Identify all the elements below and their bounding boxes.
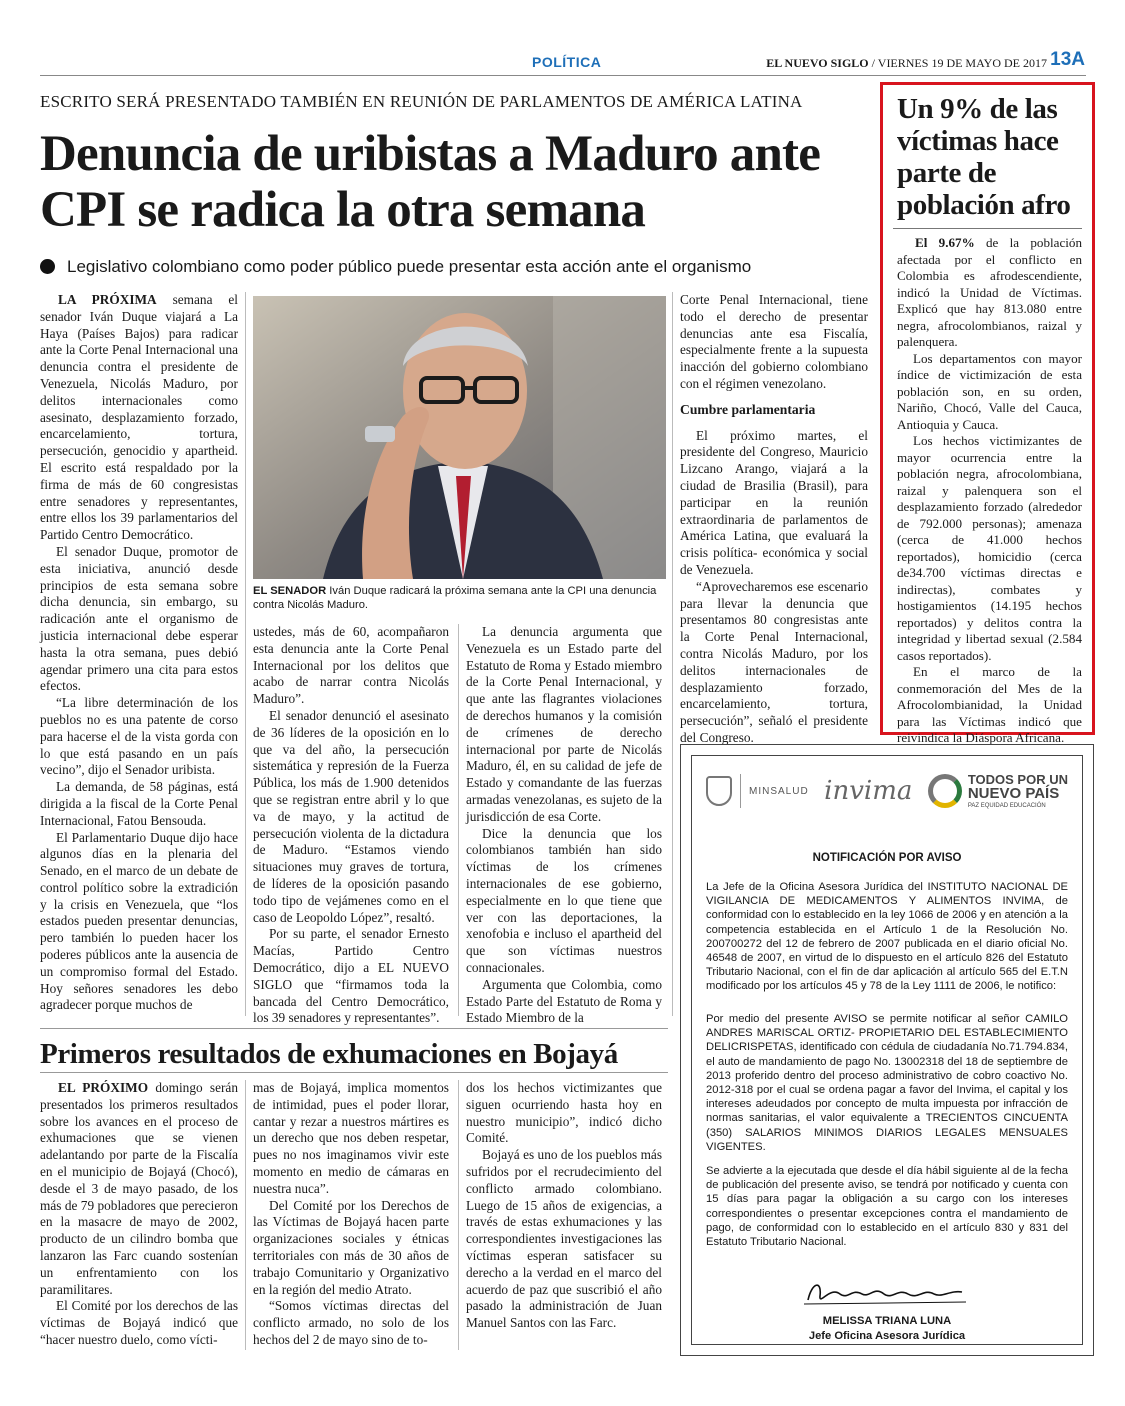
- main-headline: Denuncia de uribistas a Maduro ante CPI se radica la otra semana: [40, 126, 821, 238]
- paragraph: EL PRÓXIMO domingo serán presentados los primeros resultados sobre los avances en el proceso de exhumaciones que se vienen adelantando por parte de la Fiscalía en el municipio de Bojayá (Chocó), desde el 3 de mayo pasado, de los más de 79 pobladores que perecieron en la masacre de mayo de 2002, producto de un cilindro bomba que lanzaron las Farc cuando sostenían un enfrentamiento con los paramilitares.: [40, 1080, 238, 1297]
- paragraph: La denuncia argumenta que Venezuela es un Estado parte del Estatuto de Roma y Estado miembro de la Corte Penal Internacional, y que ante las flagrantes violaciones de derechos humanos y la comisión de crímenes de derecho internacional por parte de Nicolás Maduro, él, en su calidad de jefe de Estado y comandante de las fuerzas armadas venezolanas, es sujeto de la jurisdicción de esa Corte.: [466, 624, 662, 824]
- paragraph: El Comité por los derechos de las víctimas de Bojayá indicó que “hacer nuestro duelo, como vícti-: [40, 1298, 238, 1347]
- paragraph: Bojayá es uno de los pueblos más sufridos por el recrudecimiento del conflicto armado colombiano. Luego de 15 años de exigencias, a través de estas exhumaciones y las correspondientes investigaciones las víctimas esperan satisfacer su derecho a la verdad en el marco del acuerdo de paz que suscribió el año pasado la administración de Juan Manuel Santos con las Farc.: [466, 1147, 662, 1331]
- signer-name: MELISSA TRIANA LUNA: [822, 1315, 952, 1327]
- paragraph: “Somos víctimas directas del conflicto armado, no solo de los hechos del 2 de mayo sino de to-: [253, 1298, 449, 1347]
- paragraph: En el marco de la conmemoración del Mes de la Afrocolombianidad, la Unidad para las Víctimas indicó que reivindica la Diáspora Africana.: [897, 664, 1082, 745]
- sidebar-body: [897, 235, 1082, 747]
- masthead: [766, 56, 1047, 71]
- caption-lead: EL SENADOR: [253, 585, 327, 597]
- invima-logo: invima: [824, 776, 913, 806]
- sidebar-title: Un 9% de las víctimas hace parte de población afro: [897, 93, 1071, 221]
- paragraph-lead: LA PRÓXIMA: [58, 292, 157, 307]
- notice-paragraph-3: Se advierte a la ejecutada que desde el día hábil siguiente al de la fecha de publicación del presente aviso, se tendrá por notificado y cuenta con 15 días para pagar la obligación a su cargo con los intereses correspondientes o presentar excepciones contra el mandamiento de pago, de conformidad con lo establecido en el artículo 830 y 831 del Estatuto Tributario Nacional.: [706, 1165, 1068, 1249]
- paragraph: El senador Duque, promotor de esta iniciativa, anunció desde principios de esta semana sobre dicha denuncia, sin embargo, su radicación ante el organismo de justicia internacional debe esperar hasta la otra semana, pues debió agendar primero una cita para estos efectos.: [40, 543, 238, 694]
- article-column-4: [680, 292, 868, 747]
- column-divider: [245, 1080, 246, 1350]
- paragraph: La demanda, de 58 páginas, está dirigida a la fiscal de la Corte Penal Internacional, Fatou Bensouda.: [40, 779, 238, 828]
- issue-date: / VIERNES 19 DE MAYO DE 2017: [871, 56, 1047, 70]
- crest-icon: [706, 776, 732, 806]
- paragraph-lead: EL PRÓXIMO: [58, 1080, 149, 1095]
- paragraph: “La libre determinación de los pueblos no es una patente de corso para hacerse el de la vista gorda con lo que está pasando en un país vecino”, dijo el Senador uribista.: [40, 695, 238, 778]
- legal-notice: [680, 744, 1094, 1356]
- legal-notice-frame: [691, 755, 1083, 1345]
- notice-paragraph-2: Por medio del presente AVISO se permite notificar al señor CAMILO ANDRES MARISCAL ORTIZ- PROPIETARIO DEL ESTABLECIMIENTO DELICRISPETAS, identificado con cédula de ciudadanía No.71.794.834, el auto de mandamiento de pago No. 13002318 del 18 de septiembre de 2013 proferido dentro del proceso administrativo de cobro coactivo No. 2012-318 por el cual se ordena pagar a favor del Invima, el capital y los intereses adeudados por concepto de multa impuesta por infracción de normas sanitarias, el valor equivalente a TRECIENTOS CINCUENTA (350) SALARIOS MINIMOS DIARIOS LEGALES MENSUALES VIGENTES.: [706, 1013, 1068, 1153]
- paragraph-lead: El 9.67%: [915, 235, 975, 250]
- section-label: POLÍTICA: [532, 54, 602, 70]
- second-column-2: [253, 1080, 449, 1349]
- second-column-3: [466, 1080, 662, 1332]
- subhead-cumbre: Cumbre parlamentaria: [680, 401, 816, 417]
- deck: [40, 257, 870, 277]
- column-divider: [672, 292, 673, 1016]
- column-divider: [458, 624, 459, 1016]
- paragraph: dos los hechos victimizantes que siguen ocurriendo hasta hoy en nuestro municipio”, indicó dicho Comité.: [466, 1080, 662, 1146]
- minsalud-logo: MINSALUD: [706, 774, 809, 808]
- paragraph: mas de Bojayá, implica momentos de intimidad, pues el poder llorar, cantar y rezar a nuestros mártires es un derecho que nos deben respetar, pues no nos imaginamos vivir este momento en medio de cámaras en nuestra nuca”.: [253, 1080, 449, 1196]
- caption-text: Iván Duque radicará la próxima semana ante la CPI una denuncia contra Nicolás Maduro.: [253, 585, 657, 611]
- paragraph: LA PRÓXIMA semana el senador Iván Duque viajará a La Haya (Países Bajos) para radicar ante la Corte Penal Internacional una denuncia contra el presidente de Venezuela, Nicolás Maduro, por delitos internacionales como asesinato, desplazamiento forzado, encarcelamiento, tortura, persecución, genocidio y apartheid. El escrito está respaldado por la firma de más de 60 congresistas entre senadores y representantes, entre ellos los 39 parlamentarios del Partido Centro Democrático.: [40, 292, 238, 543]
- signer-block: [692, 1314, 1082, 1344]
- section-rule: [40, 1028, 668, 1029]
- paragraph: Argumenta que Colombia, como Estado Parte del Estatuto de Roma y Estado Miembro de la: [466, 976, 662, 1026]
- kicker: ESCRITO SERÁ PRESENTADO TAMBIÉN EN REUNIÓN DE PARLAMENTOS DE AMÉRICA LATINA: [40, 92, 803, 111]
- swoosh-icon: [928, 774, 962, 808]
- article-column-3: [466, 624, 662, 1027]
- signer-title: Jefe Oficina Asesora Jurídica: [808, 1330, 966, 1342]
- paragraph: “Aprovecharemos ese escenario para llevar la denuncia que presentamos 80 congresistas ante la Corte Penal Internacional, contra Nicolás Maduro, por los delitos internacionales de desplazamiento forzado, encarcelamiento, tortura, persecución”, señaló el presidente del Congreso.: [680, 578, 868, 745]
- section-rule: [40, 1072, 668, 1073]
- column-divider: [245, 292, 246, 1016]
- second-column-1: [40, 1080, 238, 1349]
- paragraph: ustedes, más de 60, acompañaron esta denuncia ante la Corte Penal Internacional por los delitos que acabo de narrar contra Nicolás Maduro”.: [253, 624, 449, 707]
- sidebar-rule: [893, 228, 1082, 229]
- paragraph: El 9.67% de la población afectada por el conflicto en Colombia es afrodescendiente, indicó la Unidad de Víctimas. Explicó que hay 813.080 entre negra, afrocolombianos, raizal y palenquera.: [897, 235, 1083, 349]
- signature-image: [800, 1276, 970, 1310]
- article-column-1: [40, 292, 238, 1014]
- page-number: 13A: [1050, 49, 1085, 70]
- paragraph: Del Comité por los Derechos de las Víctimas de Bojayá hacen parte organizaciones sociales y étnicas territoriales con más de 30 años de trabajo Comunitario y Organizativo en la región del medio Atrato.: [253, 1197, 449, 1297]
- article-column-2: [253, 624, 449, 1027]
- paragraph: Los hechos victimizantes de mayor ocurrencia entre la población negra, afrocolombiana, raizal y palenquera son el desplazamiento forzado (alrededor de 792.000 personas); amenaza (cerca de 41.000 hechos reportados), homicidio (cerca de34.700 víctimas directas e indirectas), combates y hostigamientos (14.195 hechos reportados) y delitos contra la integridad y libertad sexual (2.584 casos reportados).: [897, 433, 1082, 663]
- paragraph: Corte Penal Internacional, tiene todo el derecho de presentar denuncias ante esa Fiscalía, especialmente frente a la supuesta inacción del gobierno colombiano con el régimen venezolano.: [680, 292, 868, 391]
- header-rule: [40, 75, 1086, 76]
- column-divider: [458, 1080, 459, 1350]
- deck-text: Legislativo colombiano como poder público puede presentar esta acción ante el organismo: [67, 257, 752, 276]
- paragraph: Dice la denuncia que los colombianos también han sido víctimas de los crímenes internacionales de ese gobierno, especialmente en lo que tiene que ver con las deportaciones, la xenofobia e incluso el apartheid del que son víctimas nuestros connacionales.: [466, 825, 662, 975]
- sidebar-box: [880, 82, 1095, 745]
- logo-row: [706, 766, 1068, 816]
- second-headline: Primeros resultados de exhumaciones en Bojayá: [40, 1038, 618, 1070]
- todos-por-un-nuevo-pais-logo: TODOS POR UN NUEVO PAÍS PAZ EQUIDAD EDUCACIÓN: [928, 773, 1068, 810]
- paragraph: Por su parte, el senador Ernesto Macías, Partido Centro Democrático, dijo a EL NUEVO SIGLO que “firmamos toda la bancada del Centro Democrático, los 39 senadores y representantes”.: [253, 926, 449, 1026]
- senator-photo: [253, 296, 666, 579]
- paragraph: El Parlamentario Duque dijo hace algunos días en la plenaria del Senado, en el marco de un debate de control político sobre la extradición y la crisis en Venezuela, que “los estados pueden presentar denuncias, pero también lo pueden hacer los poderes públicos ante la ausencia de un compromiso formal del Estado. Hoy señores senadores les debo agradecer porque muchos de: [40, 829, 238, 1013]
- logo-separator: [740, 774, 741, 808]
- photo-caption: [253, 584, 666, 612]
- paragraph: El senador denunció el asesinato de 36 líderes de la oposición en lo que va del año, la persecución sistemática y represión de la Fuerza Pública, los más de 1.900 detenidos que se registran entre abril y lo que va de mayo, y la actitud de persecución violenta de la dictadura de Maduro. “Estamos viendo situaciones muy graves de tortura, de líderes de la oposición pasando todo tipo de vejámenes como en el caso de Leopoldo López”, resaltó.: [253, 707, 449, 925]
- notice-paragraph-1: La Jefe de la Oficina Asesora Jurídica del INSTITUTO NACIONAL DE VIGILANCIA DE MEDICAMENTOS Y ALIMENTOS INVIMA, de conformidad con lo establecido en la ley 1066 de 2006 y en atención a la competencia establecida en el Artículo 1 de la Resolución No. 200700272 del 12 de febrero de 2007 publicada en el diario oficial No. 46548 de 2007, en virtud de lo dispuesto en el artículo 826 del Estatuto Tributario Nacional, con el fin de dar aplicación al artículo 565 del E.T.N modificado por los artículos 45 y 78 de la Ley 1111 de 2006, le notifico:: [706, 881, 1068, 993]
- senator-photo-illustration: [253, 296, 666, 579]
- paragraph: Los departamentos con mayor índice de victimización de esta población son, en su orden, Nariño, Chocó, Valle del Cauca, Antioquia y Cauca.: [897, 350, 1082, 432]
- bullet-icon: [40, 259, 55, 274]
- paragraph: El próximo martes, el presidente del Congreso, Mauricio Lizcano Arango, viajará a la ciudad de Brasilia (Brasil), para participar en la reunión extraordinaria de parlamentos de América Latina, que evaluará la crisis política- económica y social de Venezuela.: [680, 427, 868, 577]
- notice-title: NOTIFICACIÓN POR AVISO: [812, 852, 962, 864]
- paper-name: EL NUEVO SIGLO: [766, 56, 869, 70]
